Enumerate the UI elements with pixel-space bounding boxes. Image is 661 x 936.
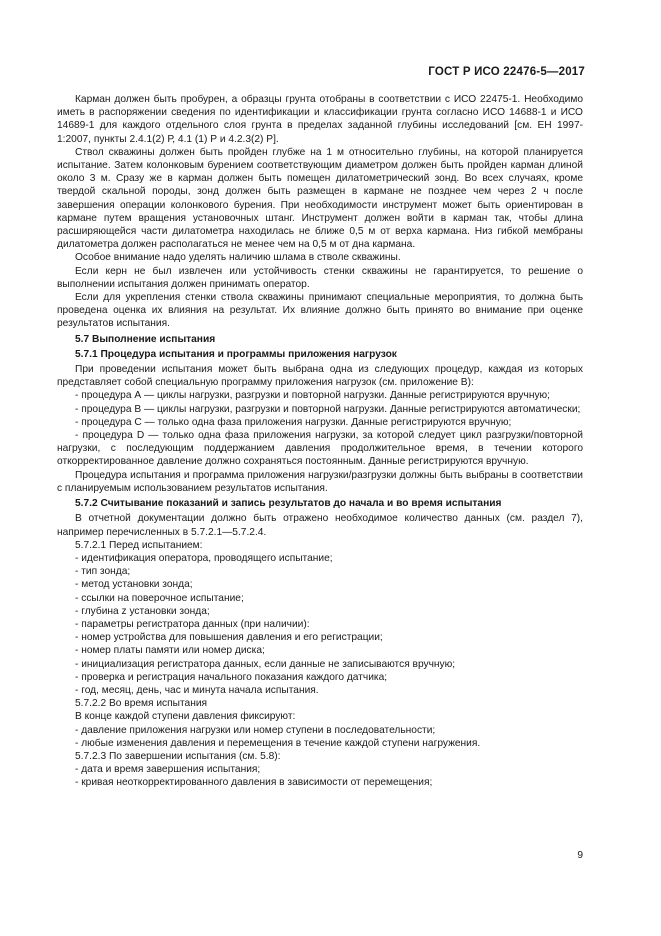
paragraph: В конце каждой ступени давления фиксируют: <box>75 711 296 723</box>
list-item: - процедура С — только одна фаза приложения нагрузки. Данные регистрируются вручную; <box>75 416 512 428</box>
list-item: - метод установки зонда; <box>75 579 193 591</box>
list-item: - идентификация оператора, проводящего испытание; <box>75 552 333 564</box>
paragraph: Если для укрепления стенки ствола скважины принимают специальные мероприятия, то должна быть проведена оценка их влияния на результат. Их влияние должно быть принято во внимание при оценке результатов испытания. <box>57 292 583 330</box>
list-item: - процедура А — циклы нагрузки, разгрузки и повторной нагрузки. Данные регистрируются вручную; <box>75 390 551 402</box>
paragraph: Процедура испытания и программа приложения нагрузки/разгрузки должны быть выбраны в соответствии с планируемым использованием результатов испытания. <box>57 469 583 494</box>
paragraph: В отчетной документации должно быть отражено необходимое количество данных (см. раздел 7), например перечисленных в 5.7.2.1—5.7.2.4. <box>57 513 583 538</box>
list-item: - тип зонда; <box>75 566 131 578</box>
list-item: - параметры регистратора данных (при наличии): <box>75 618 310 630</box>
paragraph: Особое внимание надо уделять наличию шлама в стволе скважины. <box>75 252 401 264</box>
list-item: - номер устройства для повышения давления и его регистрации; <box>75 632 383 644</box>
section-heading-5-7-2: 5.7.2 Считывание показаний и запись результатов до начала и во время испытания <box>75 498 502 510</box>
list-item: - номер платы памяти или номер диска; <box>75 645 265 657</box>
page-number: 9 <box>577 850 583 861</box>
section-heading-5-7: 5.7 Выполнение испытания <box>75 333 216 345</box>
paragraph: Карман должен быть пробурен, а образцы грунта отобраны в соответствии с ИСО 22475-1. Необходимо иметь в распоряжении сведения по идентификации и классификации грунта согласно ИСО 14688-1 и ИСО 14689-1 для каждого отдельного слоя грунта в пределах заданной глубины исследований [см. ЕН 1997-1:2007, пункты 2.4.1(2) Р, 4.1 (1) Р и 4.2.3(2) Р]. <box>57 94 583 145</box>
standard-code-header: ГОСТ Р ИСО 22476-5—2017 <box>428 66 585 78</box>
list-item: - любые изменения давления и перемещения в течение каждой ступени нагружения. <box>75 737 481 749</box>
paragraph: Если керн не был извлечен или устойчивость стенки скважины не гарантируется, то решение о выполнении испытания должен принимать оператор. <box>57 265 583 290</box>
section-heading-5-7-1: 5.7.1 Процедура испытания и программы приложения нагрузок <box>75 348 397 360</box>
list-item: - давление приложения нагрузки или номер ступени в последовательности; <box>75 724 436 736</box>
list-item: - год, месяц, день, час и минута начала испытания. <box>75 684 319 696</box>
list-item: - процедура В — циклы нагрузки, разгрузки и повторной нагрузки. Данные регистрируются автоматически; <box>75 403 581 415</box>
subsection-heading: 5.7.2.1 Перед испытанием: <box>75 539 203 551</box>
list-item: - дата и время завершения испытания; <box>75 764 261 776</box>
list-item: - ссылки на поверочное испытание; <box>75 592 244 604</box>
paragraph: При проведении испытания может быть выбрана одна из следующих процедур, каждая из которых представляет собой специальную программу приложения нагрузок (см. приложение В): <box>57 364 583 389</box>
list-item: - процедура D — только одна фаза приложения нагрузки, за которой следует цикл разгрузки/повторной нагрузки, с последующим поддержанием давления продолжительное время, в течении которого откорректированное давление должно сохраняться постоянным. Данные регистрируются вручную. <box>57 430 583 468</box>
list-item: - кривая неоткорректированного давления в зависимости от перемещения; <box>75 777 433 789</box>
subsection-heading: 5.7.2.2 Во время испытания <box>75 698 208 710</box>
list-item: - инициализация регистратора данных, если данные не записываются вручную; <box>75 658 456 670</box>
paragraph: Ствол скважины должен быть пройден глубже на 1 м относительно глубины, на которой планируется испытание. Затем колонковым бурением соответствующим диаметром должен быть пройден карман длиной около 3 м. Сразу же в карман должен быть помещен дилатометрический зонд. Во всех случаях, кроме твердой скальной породы, зонд должен быть размещен в кармане не позднее чем через 2 ч после завершения операции колонкового бурения. При необходимости инструмент может быть ориентирован в кармане путем вращения установочных штанг. Инструмент должен войти в карман так, чтобы длина расширяющейся части дилатометра находилась не ближе 0,5 м от верха кармана. Низ гибкой мембраны дилатометра должен располагаться не менее чем на 0,5 м от дна кармана. <box>57 146 583 251</box>
subsection-heading: 5.7.2.3 По завершении испытания (см. 5.8): <box>75 750 281 762</box>
list-item: - глубина z установки зонда; <box>75 605 210 617</box>
document-body <box>57 93 583 790</box>
list-item: - проверка и регистрация начального показания каждого датчика; <box>75 671 388 683</box>
